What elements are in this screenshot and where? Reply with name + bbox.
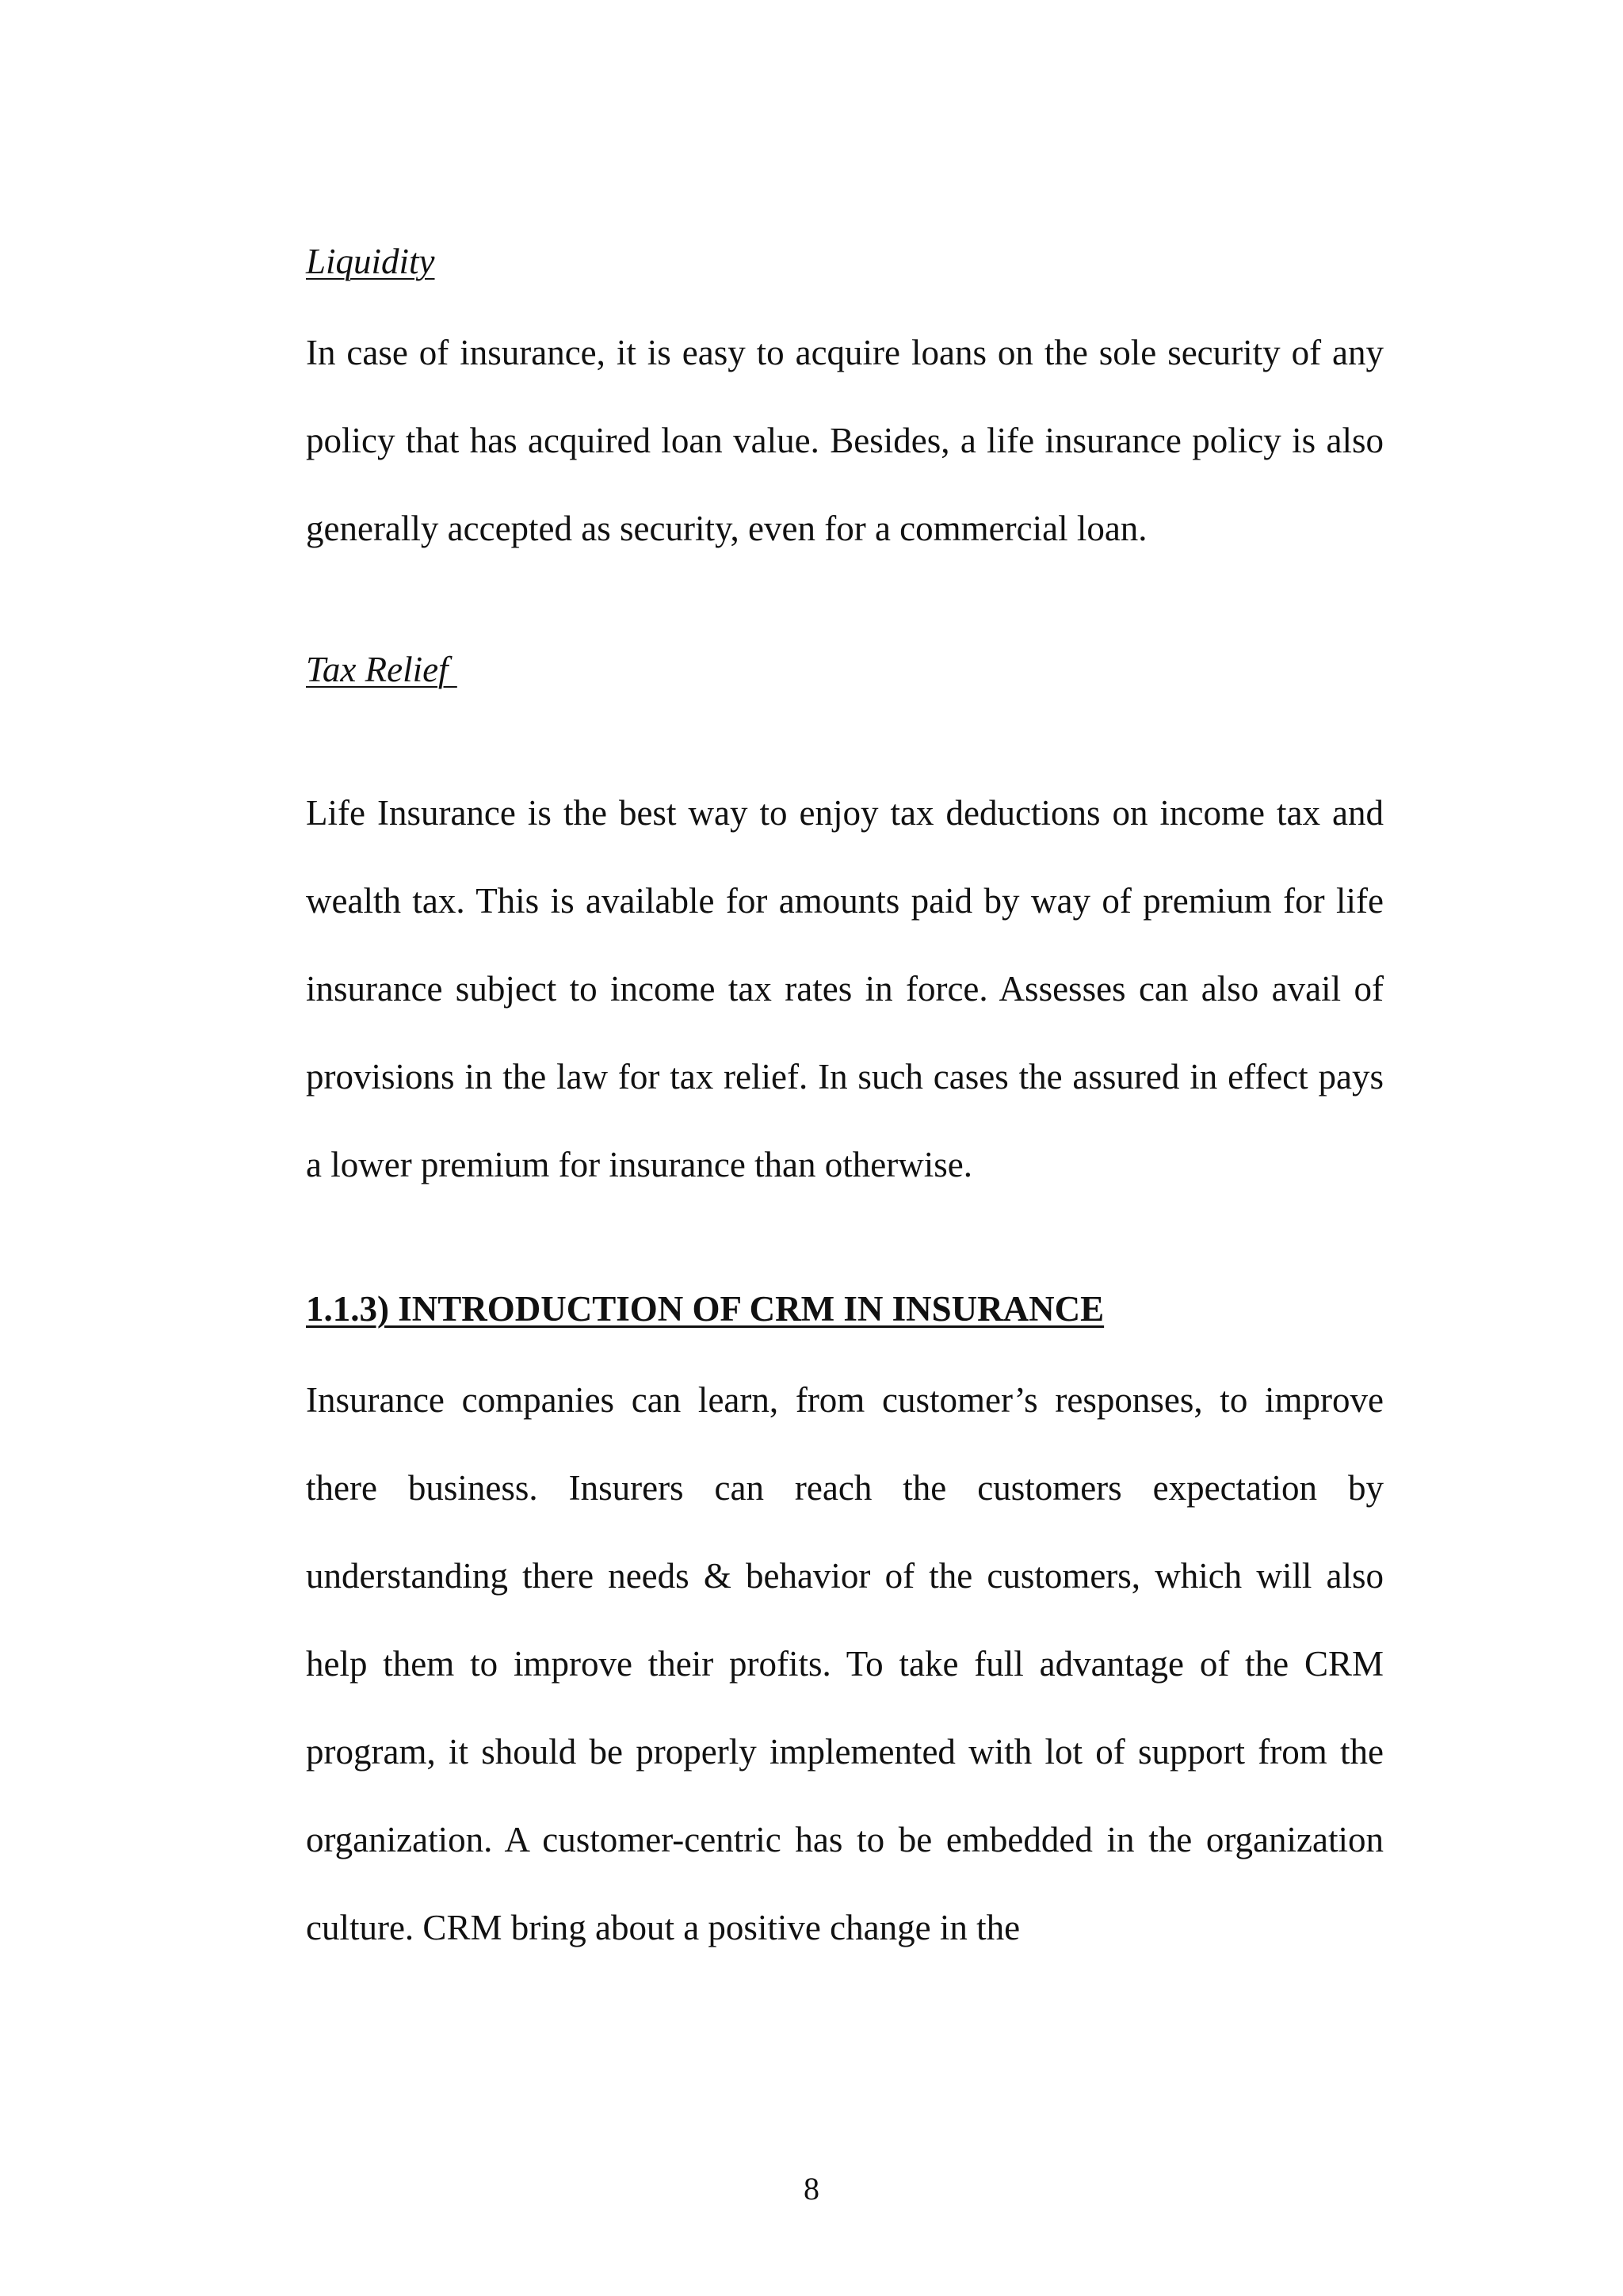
page-body — [306, 238, 1384, 1972]
page-number: 8 — [804, 2171, 819, 2206]
crm-section-heading: 1.1.3) INTRODUCTION OF CRM IN INSURANCE — [306, 1289, 1105, 1329]
liquidity-heading: Liquidity — [306, 242, 435, 281]
crm-section-paragraph: Insurance companies can learn, from customer’s responses, to improve there business. Insurers can reach the customers expectation by understanding there needs & behavior of the customers, which will also help them to improve their profits. To take full advantage of the CRM program, it should be properly implemented with lot of support from the organization. A customer-centric has to be embedded in the organization culture. CRM bring about a positive change in the — [306, 1380, 1384, 1947]
tax-relief-heading: Tax Relief — [306, 650, 457, 689]
liquidity-paragraph: In case of insurance, it is easy to acquire loans on the sole security of any policy that has acquired loan value. Besides, a life insurance policy is also generally accepted as security, even for a commercial loan. — [306, 333, 1384, 548]
tax-relief-paragraph: Life Insurance is the best way to enjoy tax deductions on income tax and wealth tax. This is available for amounts paid by way of premium for life insurance subject to income tax rates in force. Assesses can also avail of provisions in the law for tax relief. In such cases the assured in effect pays a lower premium for insurance than otherwise. — [306, 793, 1384, 1184]
